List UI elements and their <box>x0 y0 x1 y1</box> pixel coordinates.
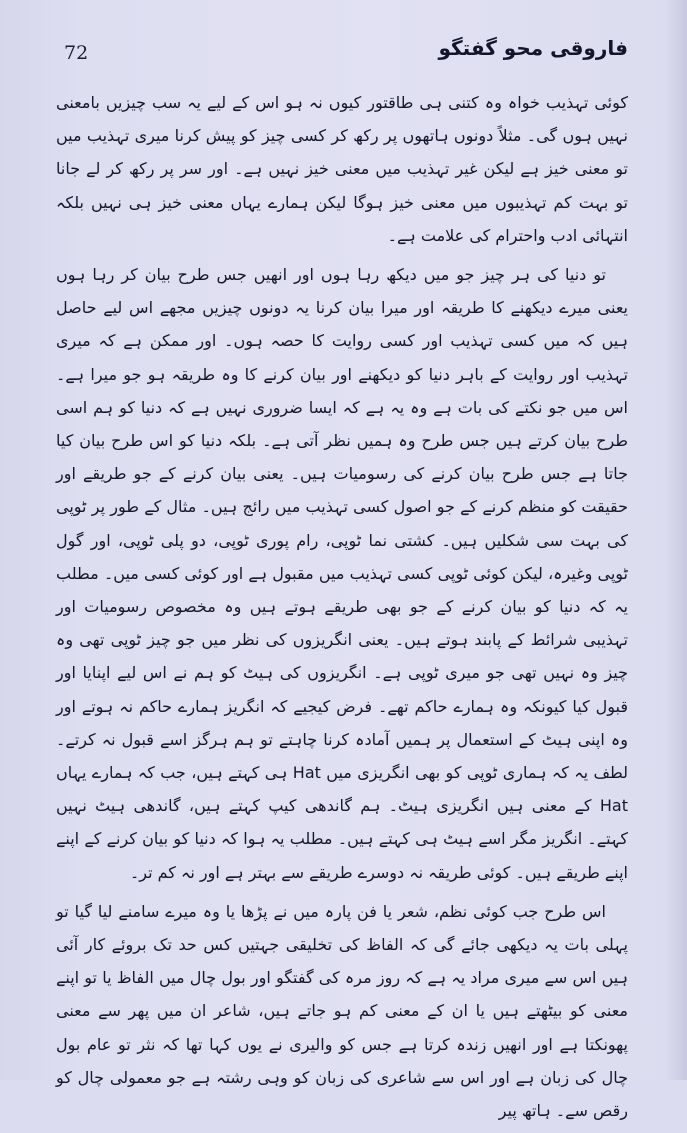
running-title: فاروقی محو گفتگو <box>438 36 628 60</box>
paragraph-3: اس طرح جب کوئی نظم، شعر یا فن پارہ میں نے پڑھا یا وہ میرے سامنے لیا گیا تو پہلی بات یہ دیکھی جائے گی کہ الفاظ کی تخلیقی جہتیں کس حد تک بروئے کار آئی ہیں اس سے میری مراد یہ ہے کہ روز مرہ کی گفتگو اور بول چال میں الفاظ یا تو اپنے معنی کو بیٹھتے ہیں یا ان کے معنی کم ہو جاتے ہیں، شاعر ان میں پھر سے معنی پھونکتا ہے اور انھیں زندہ کرتا ہے جس کو والیری نے یوں کہا تھا کہ نثر تو عام بول چال کی زبان ہے اور اس سے شاعری کی زبان کو وہی رشتہ ہے جو معمولی چال کو رقص سے۔ ہاتھ پیر <box>56 901 628 1121</box>
page-gutter-shadow <box>665 0 687 1080</box>
paragraph-1: کوئی تہذیب خواہ وہ کتنی ہی طاقتور کیوں نہ ہو اس کے لیے یہ سب چیزیں بامعنی نہیں ہوں گی۔ مثلاً دونوں ہاتھوں پر رکھ کر کسی چیز کو پیش کرنا میری تہذیب میں تو معنی خیز ہے لیکن غیر تہذیب میں معنی خیز نہیں ہے۔ اور سر پر رکھ کر لے جانا تو بہت کم تہذیبوں میں معنی خیز ہوگا لیکن ہمارے یہاں معنی خیز ہی نہیں بلکہ انتہائی ادب واحترام کی علامت ہے۔ <box>56 93 628 245</box>
body-text <box>56 86 628 1133</box>
paragraph-2: تو دنیا کی ہر چیز جو میں دیکھ رہا ہوں اور انھیں جس طرح بیان کر رہا ہوں یعنی میرے دیکھنے کا طریقہ اور میرا بیان کرنا یہ دونوں چیزیں مجھے اس لیے حاصل ہیں کہ میں کسی تہذیب اور کسی روایت کا حصہ ہوں۔ اور ممکن ہے کہ میری تہذیب اور روایت کے باہر دنیا کو دیکھنے اور بیان کرنے کا وہ طریقہ ہو جو میرا ہے۔ اس میں جو نکتے کی بات ہے وہ یہ ہے کہ ایسا ضروری نہیں ہے کہ دنیا کو ہم اسی طرح بیان کرتے ہیں جس طرح وہ ہمیں نظر آتی ہے۔ بلکہ دنیا کو اس طرح بیان کیا جاتا ہے جس طرح بیان کرنے کی رسومیات ہیں۔ یعنی بیان کرنے کے جو طریقے اور حقیقت کو منظم کرنے کے جو اصول کسی تہذیب میں رائج ہیں۔ مثال کے طور پر ٹوپی کی بہت سی شکلیں ہیں۔ کشتی نما ٹوپی، رام پوری ٹوپی، دو پلی ٹوپی، اور گول ٹوپی وغیرہ، لیکن کوئی ٹوپی کسی تہذیب میں مقبول ہے اور کوئی کسی میں۔ مطلب یہ کہ دنیا کو بیان کرنے کے جو بھی طریقے ہوتے ہیں وہ مخصوص رسومیات اور تہذیبی شرائط کے پابند ہوتے ہیں۔ یعنی انگریزوں کی نظر میں جو چیز ٹوپی تھی وہ چیز وہ نہیں تھی جو میری ٹوپی ہے۔ انگریزوں کی ہیٹ کو ہم نے اس لیے اپنایا اور قبول کیا کیونکہ وہ ہمارے حاکم تھے۔ فرض کیجیے کہ انگریز ہمارے حاکم نہ ہوتے اور وہ اپنی ہیٹ کے استعمال پر ہمیں آمادہ کرنا چاہتے تو ہم ہرگز اسے قبول نہ کرتے۔ لطف یہ کہ ہماری ٹوپی کو بھی انگریزی میں Hat ہی کہتے ہیں، جب کہ ہمارے یہاں Hat کے معنی ہیں انگریزی ہیٹ۔ ہم گاندھی کیپ کہتے ہیں، گاندھی ہیٹ نہیں کہتے۔ انگریز مگر اسے ہیٹ ہی کہتے ہیں۔ مطلب یہ ہوا کہ دنیا کو بیان کرنے کے اپنے اپنے طریقے ہیں۔ کوئی طریقہ نہ دوسرے طریقے سے بہتر ہے اور نہ کم تر۔ <box>56 265 629 882</box>
page-header <box>60 36 630 72</box>
page-number: 72 <box>64 42 89 64</box>
